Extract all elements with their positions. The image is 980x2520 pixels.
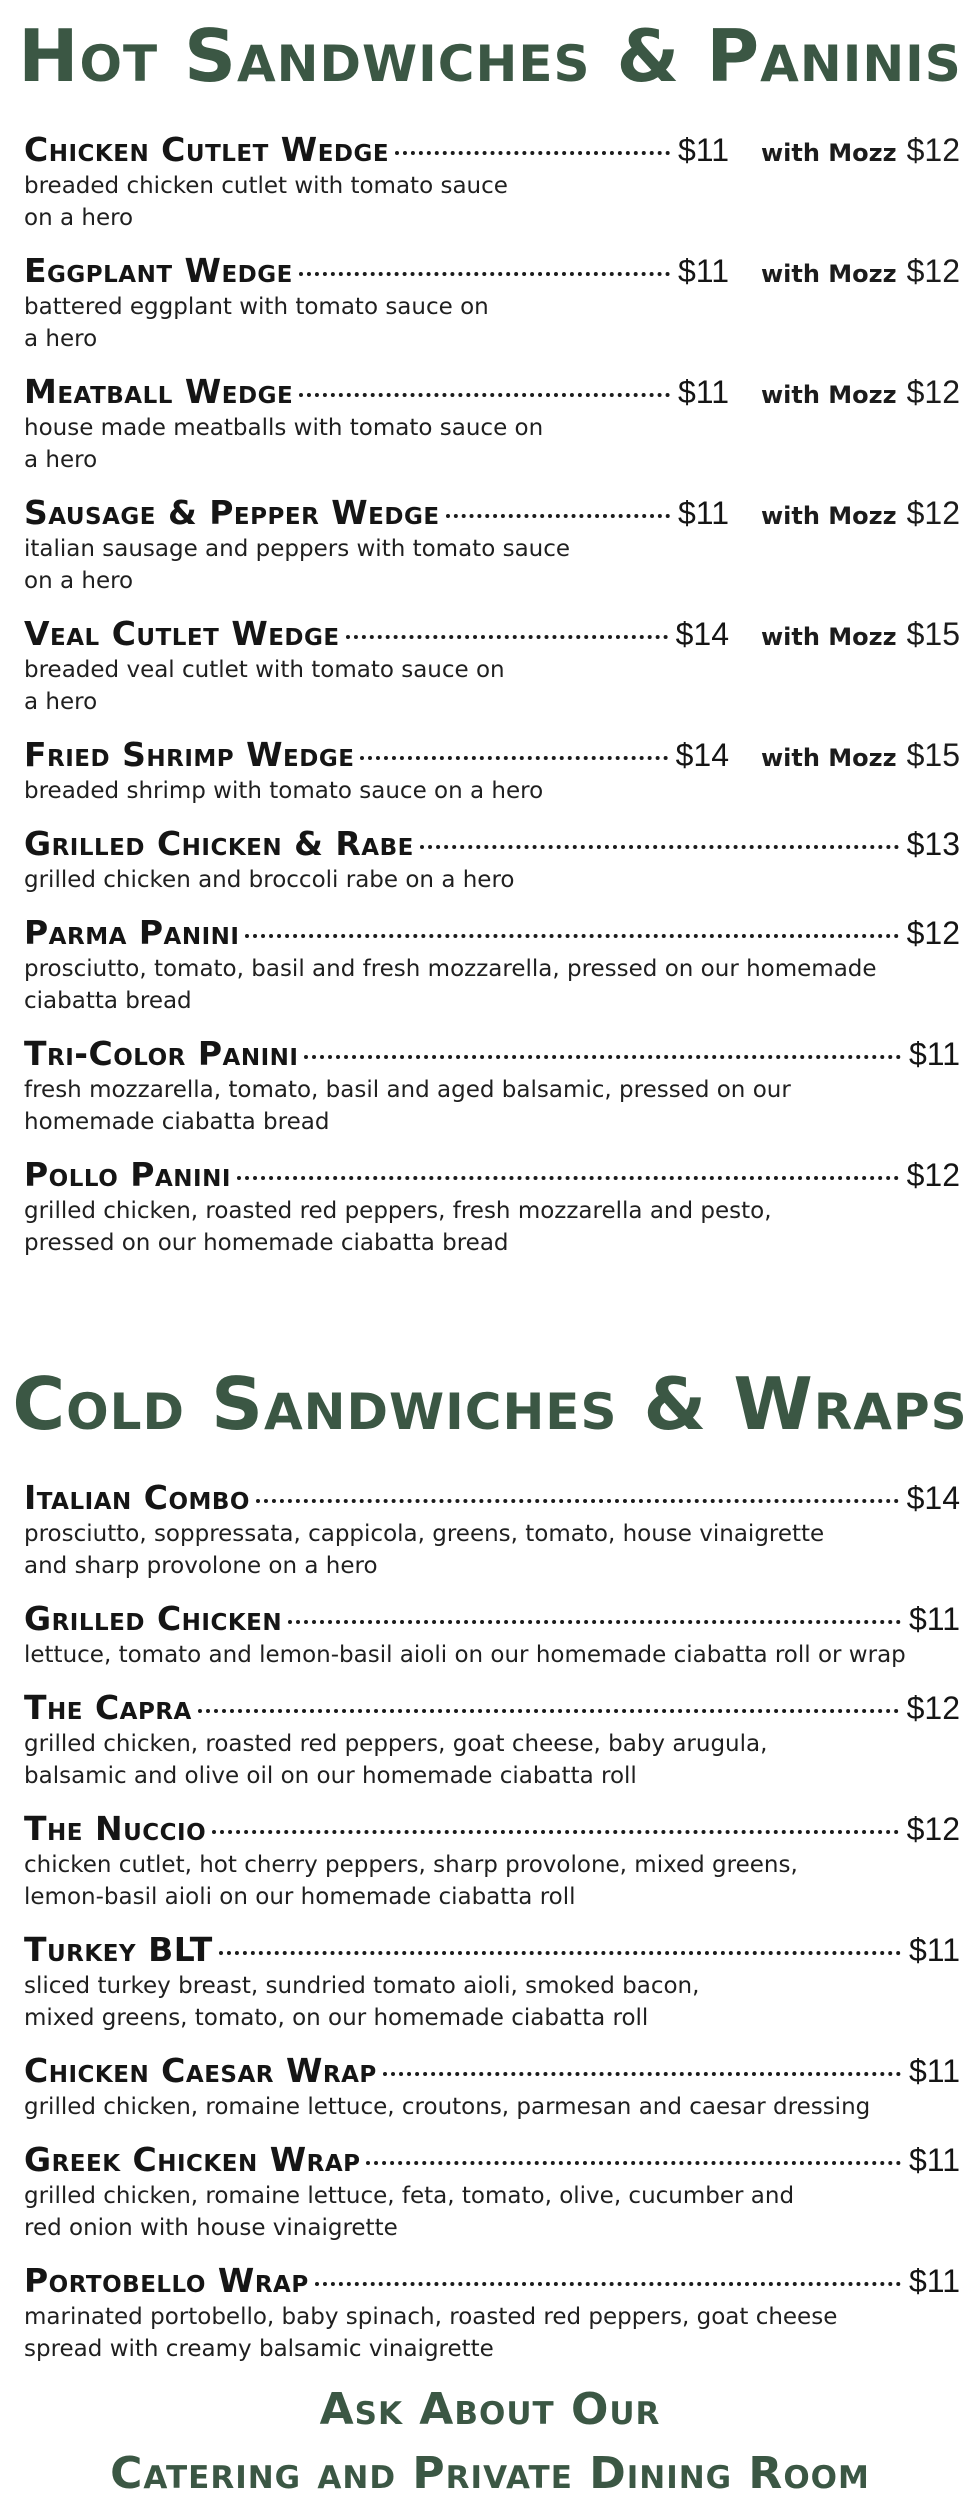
item-name: Chicken Caesar Wrap <box>24 2051 377 2090</box>
item-description: fresh mozzarella, tomato, basil and aged balsamic, pressed on our <box>24 1077 791 1103</box>
with-mozz-price: $12 <box>906 253 960 289</box>
item-name: Chicken Cutlet Wedge <box>24 130 390 169</box>
item-name: Portobello Wrap <box>24 2261 309 2300</box>
item-description: grilled chicken, romaine lettuce, feta, tomato, olive, cucumber and <box>24 2183 795 2209</box>
item-description: a hero <box>24 326 98 352</box>
menu-item-row <box>24 251 960 291</box>
item-name: Eggplant Wedge <box>24 251 293 290</box>
item-price: $13 <box>906 826 960 862</box>
item-name: Tri-Color Panini <box>24 1034 299 1073</box>
item-description: prosciutto, tomato, basil and fresh mozzarella, pressed on our homemade <box>24 956 877 982</box>
menu-item-row <box>24 2140 960 2180</box>
item-description: ciabatta bread <box>24 988 192 1014</box>
with-mozz-label: with Mozz <box>760 744 897 772</box>
with-mozz-price: $15 <box>906 737 960 773</box>
item-name: Greek Chicken Wrap <box>24 2140 361 2179</box>
item-description: red onion with house vinaigrette <box>24 2215 398 2241</box>
dot-leader <box>395 151 670 155</box>
menu-item <box>24 1809 960 1913</box>
item-description: sliced turkey breast, sundried tomato aioli, smoked bacon, <box>24 1973 700 1999</box>
dot-leader <box>288 1620 901 1624</box>
menu-item <box>24 913 960 1017</box>
item-price: $11 <box>908 1601 960 1637</box>
menu-item <box>24 735 960 807</box>
dot-leader <box>299 272 670 276</box>
item-name: Italian Combo <box>24 1478 250 1517</box>
with-mozz-label: with Mozz <box>760 260 897 288</box>
item-price: $12 <box>906 1157 960 1193</box>
item-name: Veal Cutlet Wedge <box>24 614 340 653</box>
with-mozz-label: with Mozz <box>760 502 897 530</box>
menu-item-row <box>24 1155 960 1195</box>
item-price: $11 <box>908 2142 960 2178</box>
footer-ask-line: Ask About Our <box>319 2384 661 2435</box>
dot-leader <box>299 393 670 397</box>
menu-item-row <box>24 913 960 953</box>
menu-item-row <box>24 735 960 775</box>
item-description: lettuce, tomato and lemon-basil aioli on our homemade ciabatta roll or wrap <box>24 1642 906 1668</box>
dot-leader <box>304 1055 901 1059</box>
footer-catering-line: Catering and Private Dining Room <box>110 2448 870 2499</box>
item-description: grilled chicken, roasted red peppers, fresh mozzarella and pesto, <box>24 1198 772 1224</box>
item-price: $14 <box>675 616 729 652</box>
cold-menu-list <box>24 1478 960 2382</box>
item-name: Pollo Panini <box>24 1155 231 1194</box>
item-description: marinated portobello, baby spinach, roasted red peppers, goat cheese <box>24 2304 838 2330</box>
item-description: on a hero <box>24 205 134 231</box>
item-name: Meatball Wedge <box>24 372 294 411</box>
menu-item <box>24 251 960 355</box>
dot-leader <box>420 845 899 849</box>
item-name: Grilled Chicken <box>24 1599 283 1638</box>
menu-item-row <box>24 824 960 864</box>
item-price: $11 <box>677 132 729 168</box>
item-name: Sausage & Pepper Wedge <box>24 493 440 532</box>
item-description: pressed on our homemade ciabatta bread <box>24 1230 509 1256</box>
item-description: chicken cutlet, hot cherry peppers, sharp provolone, mixed greens, <box>24 1852 798 1878</box>
dot-leader <box>256 1499 899 1503</box>
menu-item-row <box>24 1599 960 1639</box>
dot-leader <box>212 1830 898 1834</box>
item-description: spread with creamy balsamic vinaigrette <box>24 2336 494 2362</box>
item-price: $11 <box>677 374 729 410</box>
item-price: $14 <box>675 737 729 773</box>
menu-item <box>24 1688 960 1792</box>
menu-item-row <box>24 1930 960 1970</box>
menu-item <box>24 2051 960 2123</box>
item-description: breaded veal cutlet with tomato sauce on <box>24 657 505 683</box>
item-name: The Capra <box>24 1688 192 1727</box>
menu-item <box>24 1034 960 1138</box>
menu-item-row <box>24 1809 960 1849</box>
item-description: italian sausage and peppers with tomato sauce <box>24 536 571 562</box>
cold-section-title: Cold Sandwiches & Wraps <box>12 1362 968 1446</box>
item-price: $11 <box>908 1932 960 1968</box>
menu-item <box>24 824 960 896</box>
item-name: Grilled Chicken & Rabe <box>24 824 414 863</box>
item-description: balsamic and olive oil on our homemade ciabatta roll <box>24 1763 637 1789</box>
item-price: $11 <box>677 495 729 531</box>
with-mozz-price: $12 <box>906 374 960 410</box>
item-description: lemon-basil aioli on our homemade ciabatta roll <box>24 1884 576 1910</box>
menu-item <box>24 614 960 718</box>
item-description: and sharp provolone on a hero <box>24 1553 378 1579</box>
menu-item-row <box>24 1034 960 1074</box>
dot-leader <box>237 1176 899 1180</box>
item-price: $11 <box>908 1036 960 1072</box>
item-price: $11 <box>908 2053 960 2089</box>
item-name: Fried Shrimp Wedge <box>24 735 355 774</box>
menu-item-row <box>24 2051 960 2091</box>
menu-item-row <box>24 372 960 412</box>
hot-section-title: Hot Sandwiches & Paninis <box>18 14 962 98</box>
item-description: grilled chicken and broccoli rabe on a hero <box>24 867 515 893</box>
dot-leader <box>346 635 668 639</box>
item-price: $12 <box>906 915 960 951</box>
menu-item <box>24 493 960 597</box>
item-description: on a hero <box>24 568 134 594</box>
item-name: Turkey BLT <box>24 1930 213 1969</box>
item-description: a hero <box>24 447 98 473</box>
dot-leader <box>219 1951 901 1955</box>
dot-leader <box>360 756 667 760</box>
with-mozz-price: $12 <box>906 495 960 531</box>
dot-leader <box>383 2072 901 2076</box>
menu-item <box>24 1155 960 1259</box>
item-description: house made meatballs with tomato sauce on <box>24 415 544 441</box>
menu-item <box>24 1599 960 1671</box>
dot-leader <box>446 514 670 518</box>
item-price: $12 <box>906 1690 960 1726</box>
with-mozz-price: $15 <box>906 616 960 652</box>
item-description: mixed greens, tomato, on our homemade ciabatta roll <box>24 2005 649 2031</box>
item-description: breaded shrimp with tomato sauce on a hero <box>24 778 544 804</box>
menu-item <box>24 2140 960 2244</box>
menu-item <box>24 2261 960 2365</box>
item-name: Parma Panini <box>24 913 240 952</box>
with-mozz-price: $12 <box>906 132 960 168</box>
with-mozz-label: with Mozz <box>760 381 897 409</box>
item-description: homemade ciabatta bread <box>24 1109 330 1135</box>
menu-item-row <box>24 493 960 533</box>
item-description: battered eggplant with tomato sauce on <box>24 294 489 320</box>
with-mozz-label: with Mozz <box>760 623 897 651</box>
menu-item <box>24 1478 960 1582</box>
item-price: $14 <box>906 1480 960 1516</box>
menu-item <box>24 130 960 234</box>
menu-item-row <box>24 2261 960 2301</box>
item-price: $11 <box>677 253 729 289</box>
menu-item <box>24 372 960 476</box>
item-name: The Nuccio <box>24 1809 207 1848</box>
item-description: grilled chicken, romaine lettuce, croutons, parmesan and caesar dressing <box>24 2094 871 2120</box>
item-description: prosciutto, soppressata, cappicola, greens, tomato, house vinaigrette <box>24 1521 825 1547</box>
item-price: $11 <box>908 2263 960 2299</box>
item-description: a hero <box>24 689 98 715</box>
with-mozz-label: with Mozz <box>760 139 897 167</box>
item-price: $12 <box>906 1811 960 1847</box>
dot-leader <box>198 1709 899 1713</box>
menu-item-row <box>24 1478 960 1518</box>
menu-item <box>24 1930 960 2034</box>
item-description: grilled chicken, roasted red peppers, goat cheese, baby arugula, <box>24 1731 768 1757</box>
dot-leader <box>245 934 898 938</box>
dot-leader <box>315 2282 901 2286</box>
menu-item-row <box>24 614 960 654</box>
item-description: breaded chicken cutlet with tomato sauce <box>24 173 508 199</box>
menu-item-row <box>24 1688 960 1728</box>
hot-menu-list <box>24 130 960 1276</box>
menu-item-row <box>24 130 960 170</box>
dot-leader <box>366 2161 901 2165</box>
